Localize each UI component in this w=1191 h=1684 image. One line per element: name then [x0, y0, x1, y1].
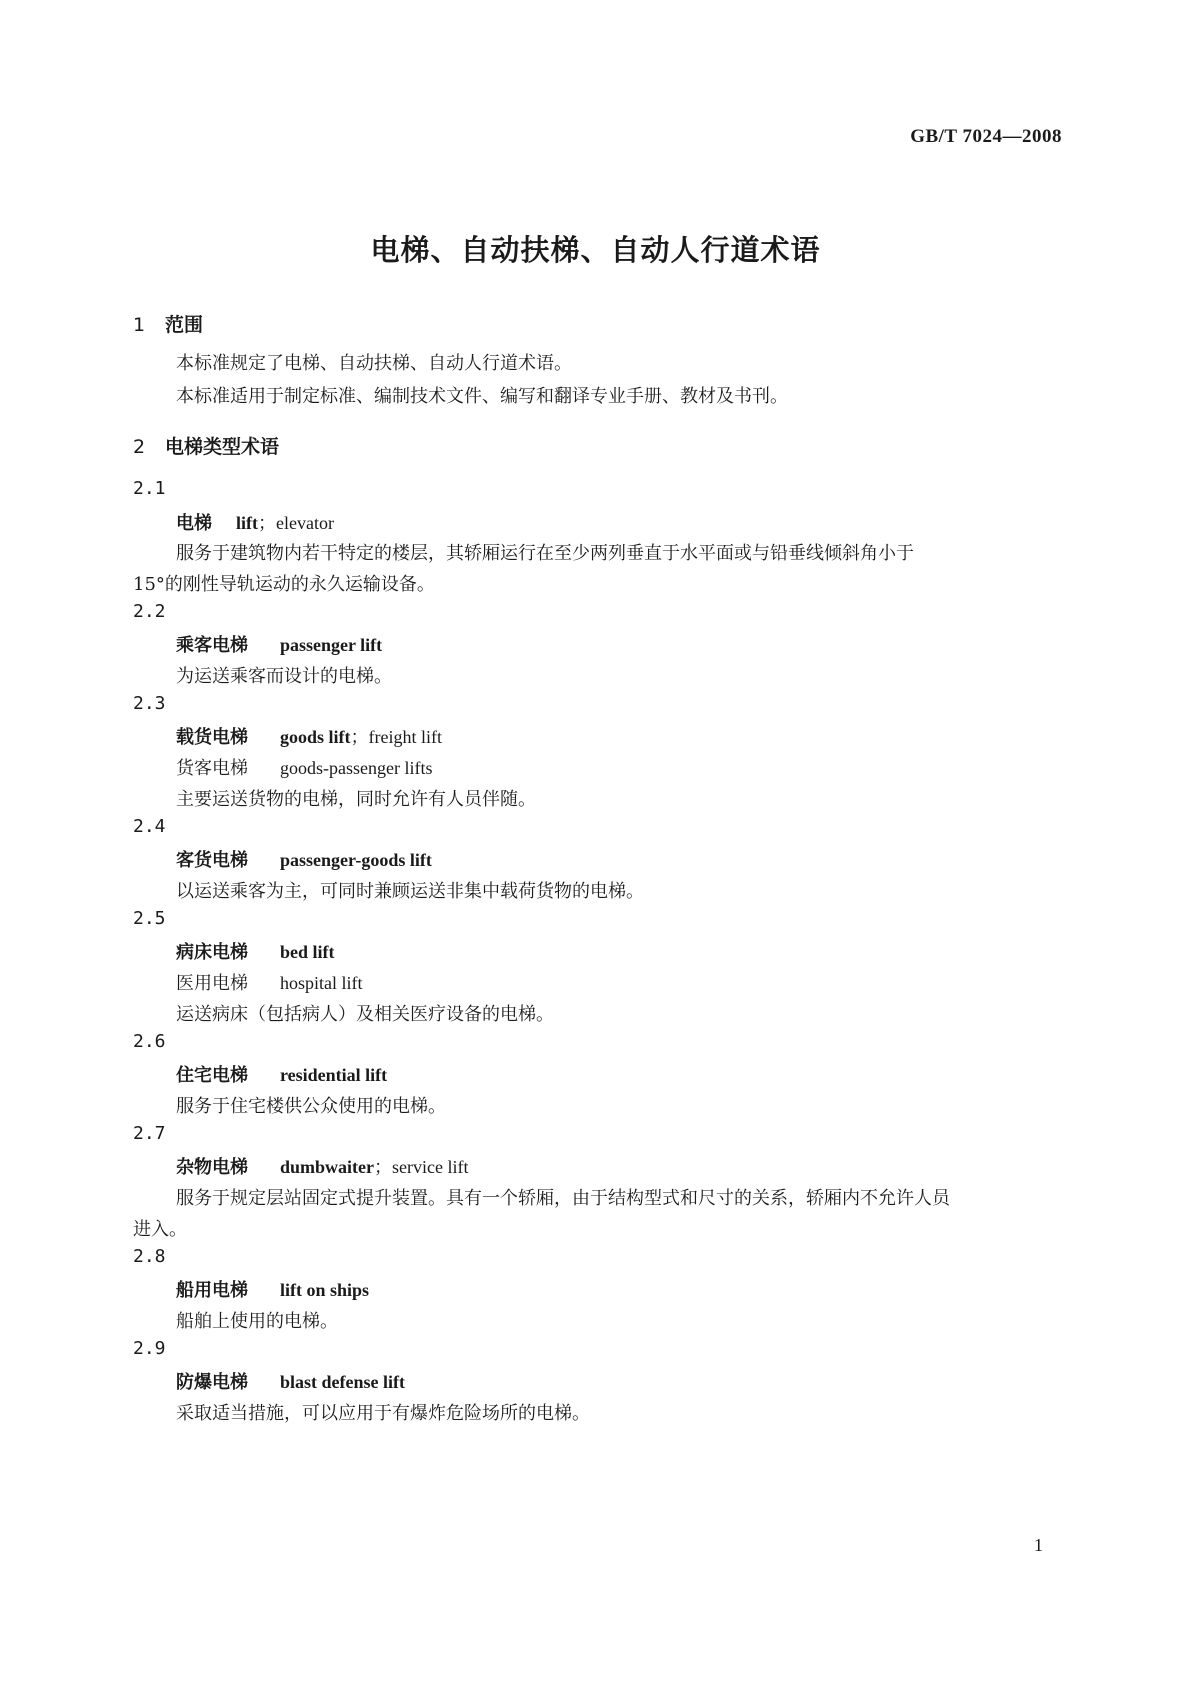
- term-chinese: 客货电梯: [176, 850, 248, 871]
- term-number: 2.7: [133, 1123, 166, 1144]
- section-number: 2: [133, 436, 146, 458]
- term-english-alt: hospital lift: [280, 973, 363, 993]
- section-title: 范围: [165, 314, 204, 336]
- term-english-alt: ；elevator: [258, 513, 334, 533]
- term-chinese-alt: 医用电梯: [176, 973, 248, 994]
- term-definition: 进入。: [133, 1219, 187, 1240]
- term-number: 2.2: [133, 601, 166, 622]
- section-title: 电梯类型术语: [165, 436, 280, 458]
- section-heading-lift-types: [133, 432, 279, 459]
- term-definition: 为运送乘客而设计的电梯。: [176, 666, 392, 687]
- term-english: bed lift: [280, 942, 335, 962]
- term-definition: 船舶上使用的电梯。: [176, 1311, 338, 1332]
- term-english-alt: ；freight lift: [350, 727, 442, 747]
- term-entry: [176, 938, 335, 964]
- page-number: 1: [1034, 1535, 1043, 1555]
- term-entry: [176, 1061, 387, 1087]
- term-number: 2.4: [133, 816, 166, 837]
- document-title: 电梯、自动扶梯、自动人行道术语: [370, 233, 821, 267]
- scope-paragraph: 本标准规定了电梯、自动扶梯、自动人行道术语。: [176, 353, 572, 374]
- term-number: 2.1: [133, 478, 166, 499]
- section-heading-scope: [133, 310, 203, 337]
- term-entry: [176, 509, 334, 535]
- term-number: 2.8: [133, 1246, 166, 1267]
- term-definition: 运送病床（包括病人）及相关医疗设备的电梯。: [176, 1004, 554, 1025]
- term-english-alt: ；service lift: [374, 1157, 469, 1177]
- term-english: lift: [236, 513, 258, 533]
- term-english: passenger lift: [280, 635, 383, 655]
- term-english: lift on ships: [280, 1280, 370, 1300]
- term-english: blast defense lift: [280, 1372, 405, 1392]
- term-entry: [176, 1153, 468, 1179]
- term-number: 2.6: [133, 1031, 166, 1052]
- term-english-alt: goods-passenger lifts: [280, 758, 433, 778]
- term-chinese: 防爆电梯: [176, 1372, 248, 1393]
- term-definition: 15°的刚性导轨运动的永久运输设备。: [133, 574, 435, 595]
- term-entry: [176, 1368, 405, 1394]
- term-chinese: 电梯: [176, 513, 212, 534]
- term-number: 2.3: [133, 693, 166, 714]
- term-definition: 服务于住宅楼供公众使用的电梯。: [176, 1096, 446, 1117]
- scope-paragraph: 本标准适用于制定标准、编制技术文件、编写和翻译专业手册、教材及书刊。: [176, 386, 788, 407]
- term-entry: [176, 723, 442, 749]
- term-entry: [176, 846, 432, 872]
- term-entry: [176, 1276, 369, 1302]
- section-number: 1: [133, 314, 146, 336]
- term-english: residential lift: [280, 1065, 388, 1085]
- term-definition: 服务于建筑物内若干特定的楼层，其轿厢运行在至少两列垂直于水平面或与铅垂线倾斜角小于: [176, 543, 914, 564]
- term-english: goods lift: [280, 727, 351, 747]
- term-chinese: 杂物电梯: [176, 1157, 248, 1178]
- term-chinese: 乘客电梯: [176, 635, 248, 656]
- term-entry: [176, 631, 382, 657]
- term-chinese: 船用电梯: [176, 1280, 248, 1301]
- term-entry-alt: [176, 969, 363, 995]
- term-definition: 以运送乘客为主，可同时兼顾运送非集中载荷货物的电梯。: [176, 881, 644, 902]
- term-number: 2.9: [133, 1338, 166, 1359]
- term-entry-alt: [176, 754, 432, 780]
- term-definition: 采取适当措施，可以应用于有爆炸危险场所的电梯。: [176, 1403, 590, 1424]
- term-english: dumbwaiter: [280, 1157, 374, 1177]
- term-chinese: 住宅电梯: [176, 1065, 248, 1086]
- term-chinese: 载货电梯: [176, 727, 248, 748]
- term-definition: 服务于规定层站固定式提升装置。具有一个轿厢，由于结构型式和尺寸的关系，轿厢内不允许人员: [176, 1188, 950, 1209]
- term-chinese: 病床电梯: [176, 942, 248, 963]
- term-definition: 主要运送货物的电梯，同时允许有人员伴随。: [176, 789, 536, 810]
- term-english: passenger-goods lift: [280, 850, 432, 870]
- term-chinese-alt: 货客电梯: [176, 758, 248, 779]
- standard-code: GB/T 7024—2008: [910, 126, 1062, 147]
- term-number: 2.5: [133, 908, 166, 929]
